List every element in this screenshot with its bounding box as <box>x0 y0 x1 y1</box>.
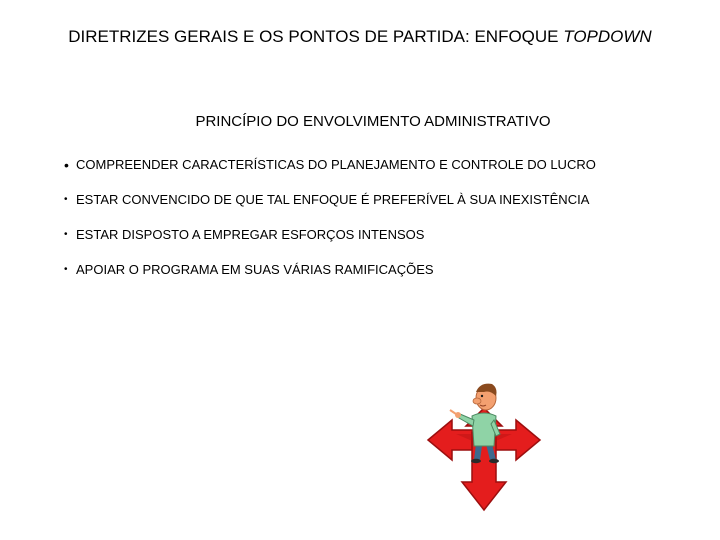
slide-title-main: DIRETRIZES GERAIS E OS PONTOS DE PARTIDA: ENFOQUE <box>68 27 564 46</box>
bullet-marker: • <box>64 264 68 275</box>
bullet-marker: • <box>64 157 69 173</box>
bullet-item <box>64 226 596 244</box>
man-on-four-way-arrows-icon <box>426 374 542 514</box>
bullet-marker: • <box>64 229 68 240</box>
bullet-text: ESTAR DISPOSTO A EMPREGAR ESFORÇOS INTENSOS <box>76 227 425 242</box>
bullet-item <box>64 261 596 279</box>
bullet-text: COMPREENDER CARACTERÍSTICAS DO PLANEJAMENTO E CONTROLE DO LUCRO <box>76 157 596 172</box>
bullet-marker: • <box>64 194 68 205</box>
bullet-text: APOIAR O PROGRAMA EM SUAS VÁRIAS RAMIFICAÇÕES <box>76 262 434 277</box>
bullet-list <box>64 156 596 279</box>
slide-subtitle: PRINCÍPIO DO ENVOLVIMENTO ADMINISTRATIVO <box>195 113 551 130</box>
slide-title-italic: TOPDOWN <box>563 27 652 46</box>
bullet-item <box>64 191 596 209</box>
slide-title <box>0 26 720 48</box>
bullet-item <box>64 156 596 174</box>
bullet-text: ESTAR CONVENCIDO DE QUE TAL ENFOQUE É PREFERÍVEL À SUA INEXISTÊNCIA <box>76 192 590 207</box>
